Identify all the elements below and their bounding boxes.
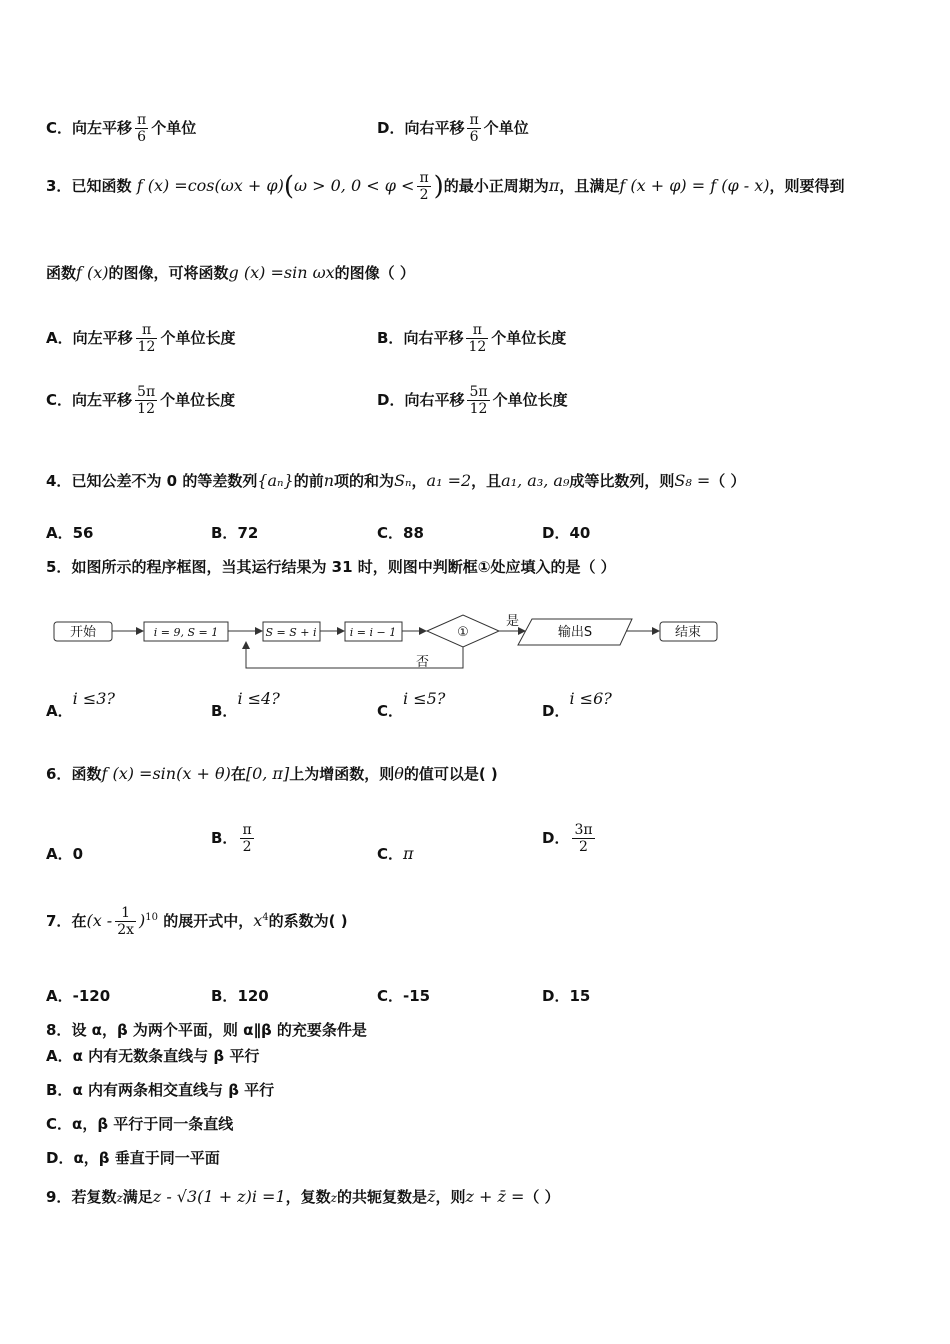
q7-option-d[interactable]: D．15 — [542, 987, 591, 1005]
fraction: $\frac{\pi}{12}$ — [468, 322, 487, 355]
question-4: 4．已知公差不为 0 的等差数列{aₙ}的前n项的和为Sₙ，a₁ =2，且a₁, a₃, a₉成等比数列，则S₈ =（ ） — [46, 471, 746, 490]
q4-option-a[interactable]: A．56 — [46, 524, 94, 542]
flow-no-label: 否 — [416, 655, 430, 670]
question-8: 8．设 α，β 为两个平面，则 α∥β 的充要条件是 — [46, 1021, 367, 1039]
fraction: $\frac{\pi}{6}$ — [469, 112, 479, 145]
question-6: 6．函数f (x) =sin(x + θ)在[0, π]上为增函数，则θ的值可以是( ) — [46, 764, 498, 783]
question-5: 5．如图所示的程序框图，当其运行结果为 31 时，则图中判断框①处应填入的是（ ） — [46, 558, 616, 576]
prev-option-c[interactable]: C．向左平移 $\frac{\pi}{6}$ 个单位 — [46, 112, 197, 145]
flow-decision-label: ① — [457, 625, 469, 640]
flow-end-label: 结束 — [674, 625, 702, 640]
q6-option-a[interactable]: A．0 — [46, 845, 84, 863]
flow-output-label: 输出S — [557, 625, 593, 640]
q5-option-a[interactable]: A．i ≤3? — [46, 689, 115, 720]
q6-option-b[interactable]: B． $\frac{\pi}{2}$ — [211, 822, 252, 855]
flow-start-label: 开始 — [69, 625, 97, 640]
fraction: $\frac{5\pi}{12}$ — [137, 384, 156, 417]
q8-option-b[interactable]: B．α 内有两条相交直线与 β 平行 — [46, 1081, 275, 1099]
q3-option-d[interactable]: D．向右平移 $\frac{5\pi}{12}$ 个单位长度 — [377, 384, 568, 417]
q8-option-d[interactable]: D．α，β 垂直于同一平面 — [46, 1149, 220, 1167]
q7-option-b[interactable]: B．120 — [211, 987, 269, 1005]
prev-option-d[interactable]: D．向右平移 $\frac{\pi}{6}$ 个单位 — [377, 112, 529, 145]
q5-option-b[interactable]: B．i ≤4? — [211, 689, 280, 720]
question-3-line-2: 函数f (x)的图像，可将函数g (x) =sin ωx的图像（ ） — [46, 263, 415, 282]
flowchart — [0, 600, 950, 680]
q5-option-c[interactable]: C．i ≤5? — [377, 689, 446, 720]
q4-option-b[interactable]: B．72 — [211, 524, 259, 542]
flow-step2-label: i = i − 1 — [349, 626, 397, 639]
fraction: $\frac{\pi}{12}$ — [137, 322, 156, 355]
q8-option-a[interactable]: A．α 内有无数条直线与 β 平行 — [46, 1047, 260, 1065]
q3-option-c[interactable]: C．向左平移 $\frac{5\pi}{12}$ 个单位长度 — [46, 384, 236, 417]
flow-yes-label: 是 — [506, 614, 520, 629]
question-3-line-1: 3．已知函数 f (x) =cos(ωx + φ)(ω > 0, 0 < φ < $\frac{\pi}{2}$ )的最小正周期为π，且满足f (x + φ) = f (φ - x)，则要得到 — [46, 170, 845, 203]
q4-option-d[interactable]: D．40 — [542, 524, 591, 542]
q7-option-c[interactable]: C．-15 — [377, 987, 431, 1005]
q6-option-d[interactable]: D． $\frac{3\pi}{2}$ — [542, 822, 593, 855]
q5-option-d[interactable]: D．i ≤6? — [542, 689, 612, 720]
fraction: $\frac{\pi}{2}$ — [419, 170, 429, 203]
flow-init-label: i = 9, S = 1 — [153, 626, 219, 639]
q6-option-c[interactable]: C．π — [377, 844, 414, 863]
q7-option-a[interactable]: A．-120 — [46, 987, 111, 1005]
q3-option-a[interactable]: A．向左平移 $\frac{\pi}{12}$ 个单位长度 — [46, 322, 236, 355]
fraction: $\frac{\pi}{6}$ — [137, 112, 147, 145]
fraction: $\frac{5\pi}{12}$ — [469, 384, 488, 417]
q4-option-c[interactable]: C．88 — [377, 524, 424, 542]
fraction: $\frac{\pi}{2}$ — [242, 822, 252, 855]
fraction: $\frac{3\pi}{2}$ — [574, 822, 593, 855]
question-9: 9．若复数z满足z - √3(1 + z)i =1，复数z的共轭复数是z̄，则z + z̄ =（ ） — [46, 1187, 560, 1206]
fraction: $\frac{1}{2x}$ — [117, 905, 135, 938]
q8-option-c[interactable]: C．α，β 平行于同一条直线 — [46, 1115, 234, 1133]
q3-option-b[interactable]: B．向右平移 $\frac{\pi}{12}$ 个单位长度 — [377, 322, 567, 355]
question-7: 7．在(x - $\frac{1}{2x}$ )$^{10}$ 的展开式中，$x^4$的系数为( ) — [46, 905, 348, 938]
flow-step1-label: S = S + i — [265, 626, 317, 639]
